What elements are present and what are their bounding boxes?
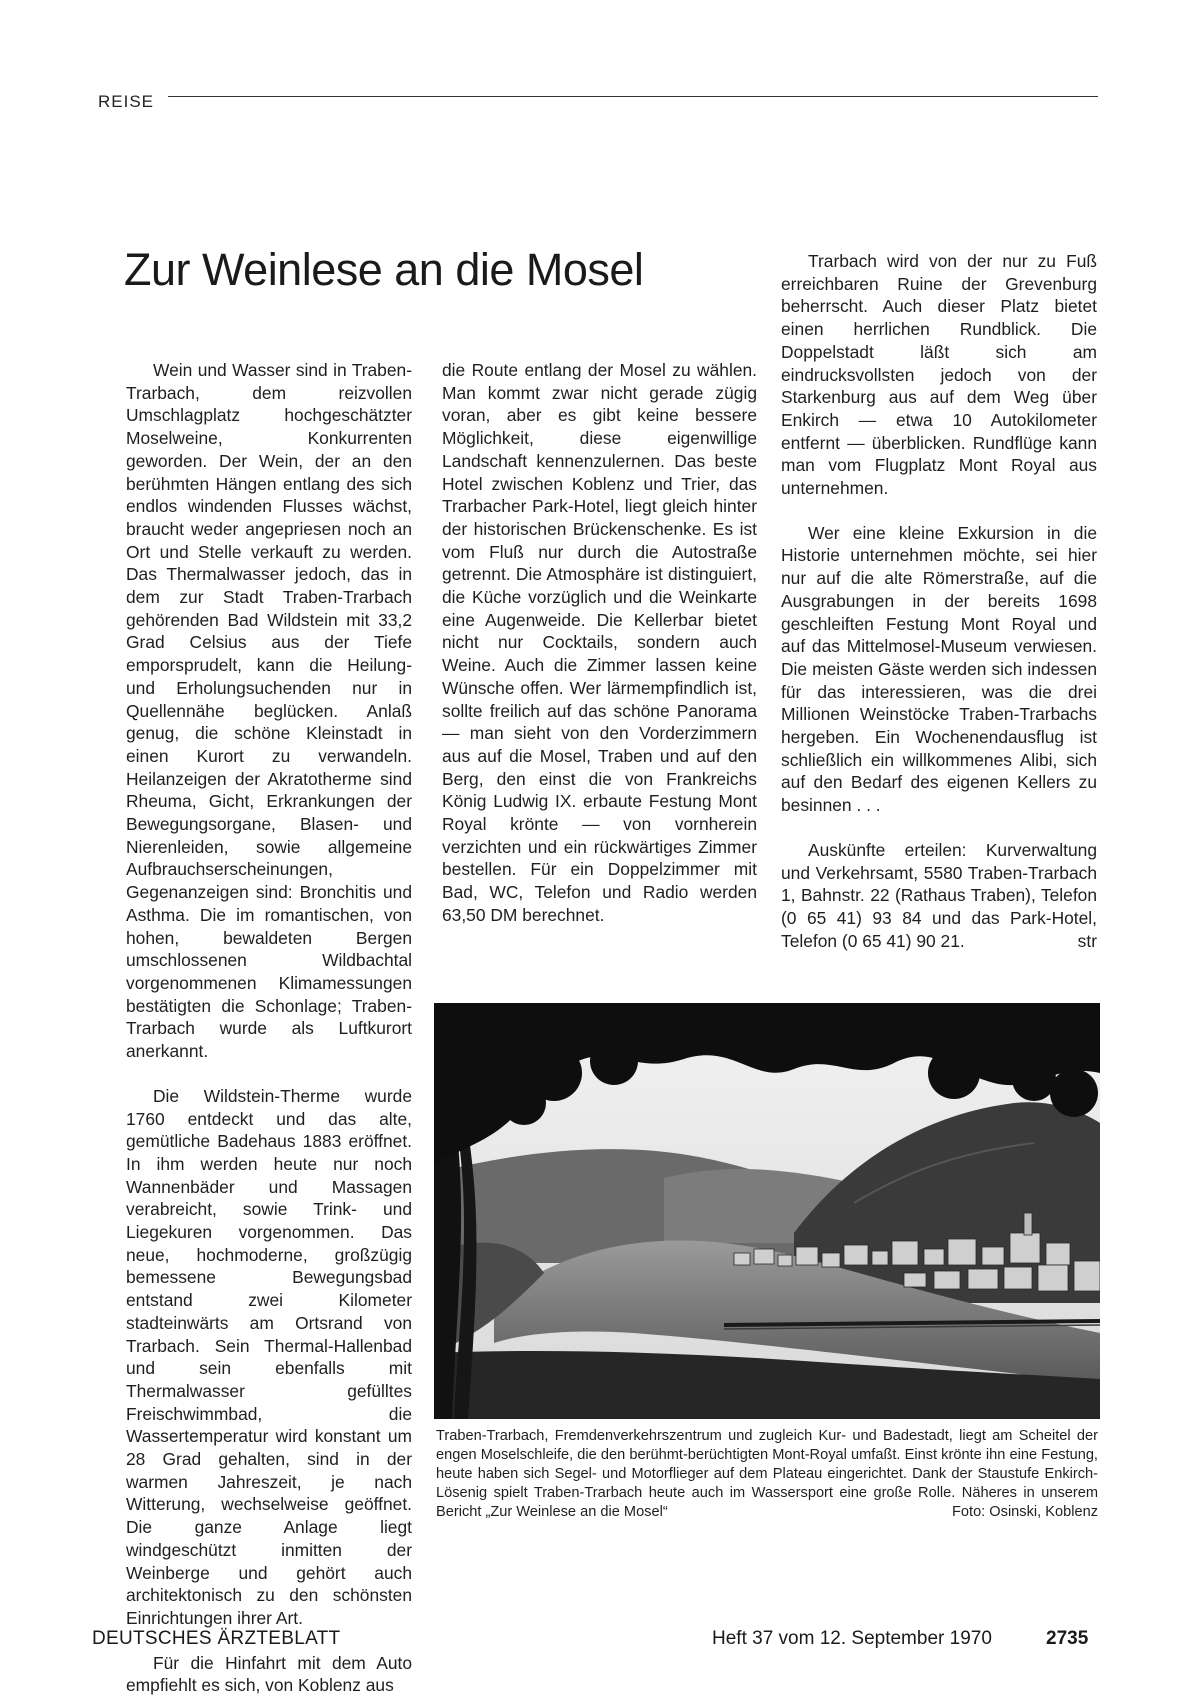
paragraph: Wer eine kleine Exkursion in die Historie unternehmen möchte, sei hier nur auf die alte Römerstraße, auf die Ausgrabungen in der bereits 1698 geschleiften Festung Mont Royal und auf das Mittelmosel-Museum verwiesen. Die meisten Gäste werden sich indessen für das interessieren, was die drei Millionen Weinstöcke Traben-Trarbachs hergeben. Ein Wochenendausflug ist schließlich ein willkommenes Alibi, sich auf den Bedarf des eigenen Kellers zu besinnen . . . (781, 522, 1097, 816)
page-number: 2735 (1046, 1628, 1089, 1649)
contact-text: Auskünfte erteilen: Kurverwaltung und Verkehrsamt, 5580 Traben-Trarbach 1, Bahnstr. 22 (Rathaus Traben), Telefon (0 65 41) 93 84 und das Park-Hotel, Telefon (0 65 41) 90 21. (781, 839, 1097, 951)
paragraph: die Route entlang der Mosel zu wählen. Man kommt zwar nicht gerade zügig voran, aber es gibt keine bessere Möglichkeit, diese eigenwillige Landschaft kennenzulernen. Das beste Hotel zwischen Koblenz und Trier, das Trarbacher Park-Hotel, liegt gleich hinter der historischen Brückenschenke. Es ist vom Fluß nur durch die Autostraße getrennt. Die Atmosphäre ist distinguiert, die Küche vorzüglich und die Weinkarte eine Augenweide. Die Kellerbar bietet nicht nur Cocktails, sondern auch Weine. Auch die Zimmer lassen keine Wünsche offen. Wer lärmempfindlich ist, sollte freilich auf das schöne Panorama — man sieht von den Vorderzimmern aus auf die Mosel, Traben und auf den Berg, den einst die von Frankreichs König Ludwig IX. erbaute Festung Mont Royal krönte — von vornherein verzichten und ein rückwärtiges Zimmer bestellen. Für ein Doppelzimmer mit Bad, WC, Telefon und Radio werden 63,50 DM berechnet. (442, 360, 757, 925)
section-label: REISE (98, 92, 155, 111)
article-column-3 (781, 250, 1097, 952)
article-column-1 (126, 359, 412, 1697)
article-title: Zur Weinlese an die Mosel (124, 244, 644, 295)
author-signature: str (1077, 930, 1097, 951)
caption-text: Traben-Trarbach, Fremdenverkehrszentrum und zugleich Kur- und Badestadt, liegt am Scheitel der engen Moselschleife, die den berühmt-berüchtigten Mont-Royal umfaßt. Einst krönte ihn eine Festung, heute haben sich Segel- und Motorflieger auf dem Plateau eingerichtet. Dank der Staustufe Enkirch-Lösenig spielt Traben-Trarbach heute auch im Wassersport eine große Rolle. Näheres in unserem Bericht „Zur Weinlese an die Mosel“ (436, 1428, 1098, 1520)
footer-issue: Heft 37 vom 12. September 1970 (712, 1628, 992, 1649)
section-rule (168, 96, 1098, 97)
photo-credit: Foto: Osinski, Koblenz (951, 1504, 1098, 1520)
photo-caption (436, 1427, 1098, 1522)
paragraph: Die Wildstein-Therme wurde 1760 entdeckt und das alte, gemütliche Badehaus 1883 eröffnet. In ihm werden heute nur noch Wannenbäder und Massagen verabreicht, sowie Trink- und Liegekuren vorgenommen. Das neue, hochmoderne, großzügig bemessene Bewegungsbad entstand zwei Kilometer stadteinwärts am Ortsrand von Trarbach. Sein Thermal-Hallenbad und sein ebenfalls mit Thermalwasser gefülltes Freischwimmbad, die Wassertemperatur wird konstant um 28 Grad gehalten, sind in der warmen Jahreszeit, je nach Witterung, wechselweise geöffnet. Die ganze Anlage liegt windgeschützt inmitten der Weinberge und gehört auch architektonisch zu den schönsten Einrichtungen ihrer Art. (126, 1085, 412, 1628)
article-photo (434, 1003, 1100, 1419)
footer-journal-name: DEUTSCHES ÄRZTEBLATT (92, 1628, 341, 1649)
paragraph: Wein und Wasser sind in Traben-Trarbach, dem reizvollen Umschlagplatz hochgeschätzter Moselweine, Konkurrenten geworden. Der Wein, der an den berühmten Hängen entlang des sich endlos windenden Flusses wächst, braucht weder angepriesen noch an Ort und Stelle verkauft zu werden. Das Thermalwasser jedoch, das in dem zur Stadt Traben-Trarbach gehörenden Bad Wildstein mit 33,2 Grad Celsius aus der Tiefe emporsprudelt, kann die Heilung- und Erholungsuchenden nur in Quellennähe beglücken. Anlaß genug, die schöne Kleinstadt in einen Kurort zu verwandeln. Heilanzeigen der Akratotherme sind Rheuma, Gicht, Erkrankungen der Bewegungsorgane, Blasen- und Nierenleiden, sowie allgemeine Aufbrauchserscheinungen, Gegenanzeigen sind: Bronchitis und Asthma. Die im romantischen, von hohen, bewaldeten Bergen umschlossenen Wildbachtal vorgenommenen Klimamessungen bestätigten die Schonlage; Traben-Trarbach wurde als Luftkurort anerkannt. (126, 360, 412, 1062)
paragraph-contact (781, 839, 1097, 953)
paragraph: Für die Hinfahrt mit dem Auto empfiehlt es sich, von Koblenz aus (126, 1652, 412, 1696)
paragraph: Trarbach wird von der nur zu Fuß erreichbaren Ruine der Grevenburg beherrscht. Auch dieser Platz bietet einen herrlichen Rundblick. Die Doppelstadt läßt sich am eindrucksvollsten jedoch von der Starkenburg aus auf dem Weg über Enkirch — etwa 10 Autokilometer entfernt — überblicken. Rundflüge kann man vom Flugplatz Mont Royal aus unternehmen. (781, 251, 1097, 499)
photo-landscape-image (434, 1003, 1100, 1419)
article-column-2 (442, 359, 757, 927)
